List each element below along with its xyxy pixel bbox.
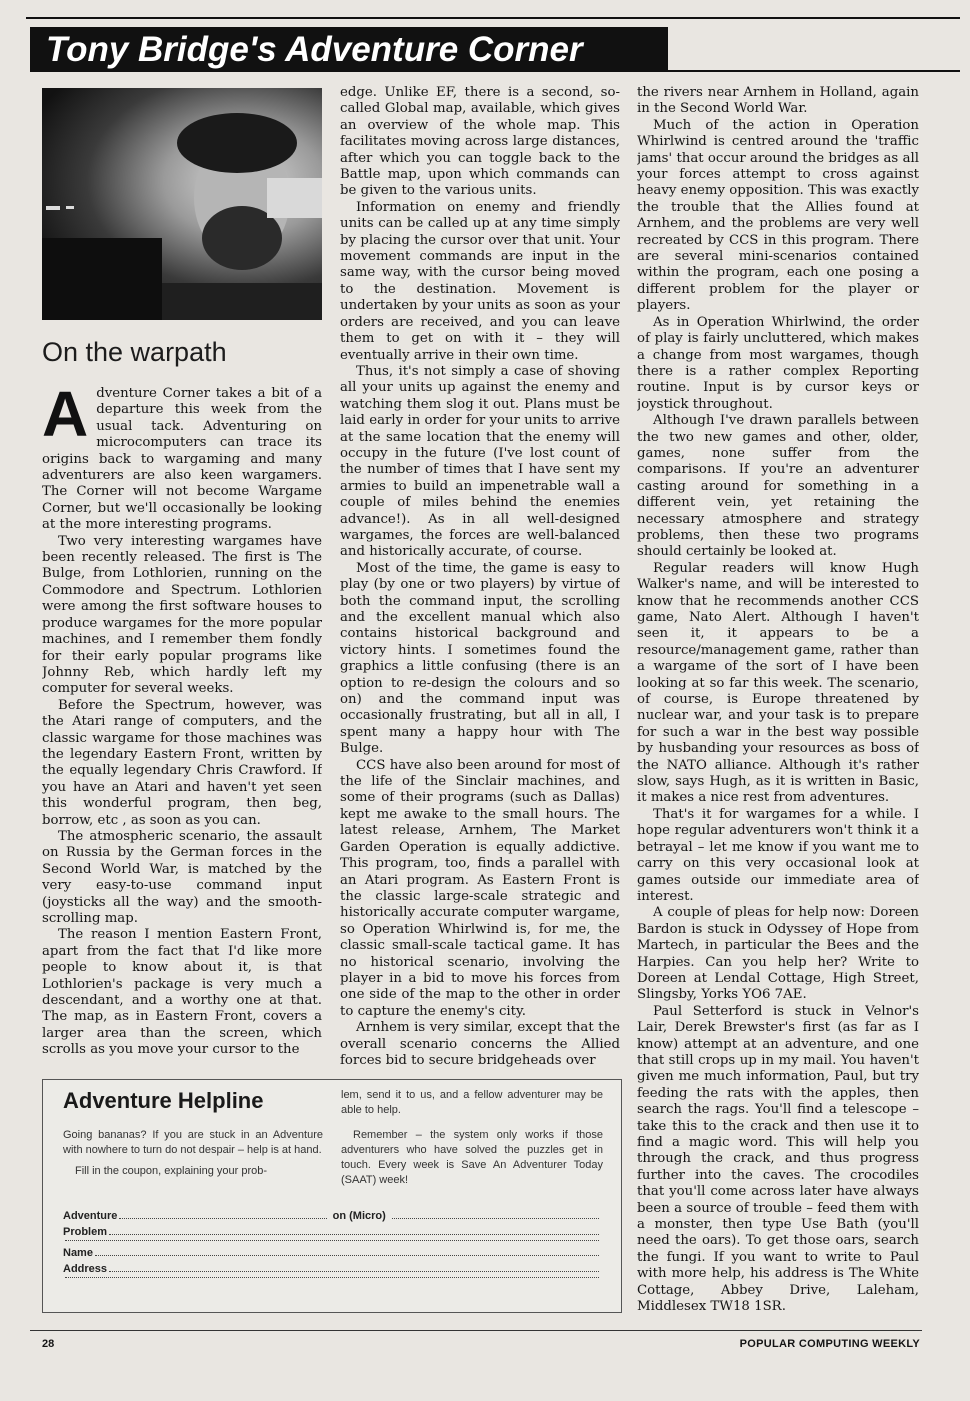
adventure-helpline-box — [42, 1079, 622, 1313]
author-photo — [42, 88, 322, 320]
helpline-paragraph: Going bananas? If you are stuck in an Adventure with nowhere to turn do not despair – help is at hand. — [63, 1129, 323, 1156]
masthead-title: Tony Bridge's Adventure Corner — [30, 27, 668, 72]
article-heading: On the warpath — [42, 337, 227, 367]
article-column-1 — [42, 386, 322, 1070]
top-rule — [26, 17, 960, 19]
article-paragraph: Information on enemy and friendly units can be called up at any time simply by placing the cursor over that unit. Your movement commands are input in the same way, with the cursor being moved to the destination. Movement is undertaken by your units as soon as your orders are received, and you can leave them to get on with it – they will eventually arrive in their own time. — [340, 199, 620, 363]
helpline-coupon — [63, 1208, 601, 1282]
article-paragraph: The atmospheric scenario, the assault on Russia by the German forces in the Second World War, is matched by the very easy-to-use command input (joysticks all the way) and the smooth-scrolling map. — [42, 828, 322, 926]
page-number: 28 — [42, 1338, 55, 1350]
helpline-paragraph: Fill in the coupon, explaining your prob- — [75, 1165, 268, 1177]
article-column-3 — [637, 85, 919, 1347]
coupon-blank-row — [63, 1277, 601, 1282]
adventure-field[interactable] — [119, 1218, 326, 1219]
problem-field[interactable] — [109, 1234, 599, 1235]
article-paragraph: Two very interesting wargames have been recently released. The first is The Bulge, from Lothlorien, running on the Commodore and Spectrum. Lothlorien were among the first software houses to produce wargames for the more popular machines, and I remember them fondly for their early popular programs like Johnny Reb, which hardly left my computer for several weeks. — [42, 533, 322, 697]
coupon-name-row — [63, 1245, 601, 1261]
coupon-adventure-row — [63, 1208, 601, 1224]
helpline-paragraph: Remember – the system only works if those adventurers who have solved the puzzles get in touch. Every week is Save An Adventurer Today (SAAT) week! — [341, 1129, 603, 1186]
micro-label: on (Micro) — [332, 1210, 386, 1222]
article-paragraph: Thus, it's not simply a case of shoving all your units up against the enemy and watching them slog it out. Plans must be laid early in order for your units to arrive at the same location that the enemy will occupy in the future (I've lost count of the number of times that I have sent my armies to build an impenetrable wall a couple of miles behind the enemies advance!). As in all well-designed wargames, the forces are well-balanced and historically accurate, of course. — [340, 363, 620, 560]
article-paragraph: Much of the action in Operation Whirlwind is centred around the 'traffic jams' that occur around the bridges as all your forces attempt to cross against heavy enemy opposition. This was exactly the trouble that the Allies found at Arnhem, and the problems are very well recreated by CCS in this program. There are several mini-scenarios contained within the program, each one posing a different problem for the player or players. — [637, 117, 919, 314]
micro-field[interactable] — [392, 1218, 599, 1219]
article-column-2 — [340, 85, 620, 1070]
address-field-continued[interactable] — [65, 1277, 599, 1278]
article-paragraph: edge. Unlike EF, there is a second, so-called Global map, available, which gives an overview of the whole map. This facilitates moving across large distances, after which you can toggle back to the Battle map, upon which commands can be given to the various units. — [340, 85, 620, 199]
helpline-right-text — [341, 1088, 603, 1198]
coupon-address-row — [63, 1261, 601, 1277]
address-label: Address — [63, 1263, 108, 1275]
article-paragraph: the rivers near Arnhem in Holland, again in the Second World War. — [637, 85, 919, 117]
problem-label: Problem — [63, 1226, 108, 1238]
article-paragraph: Most of the time, the game is easy to play (by one or two players) by virtue of both the command input, the scrolling and the excellent manual which also contains historical background and victory hints. I sometimes found the graphics a little confusing (there is an option to re-design the colours and so on) and the command input was occasionally frustrating, but all in all, I spent many a happy hour with The Bulge. — [340, 560, 620, 757]
article-paragraph: Although I've drawn parallels between the two new games and other, older, games, none suffer from the comparisons. If you're an adventurer casting around for something in a different vein, yet retaining the necessary atmosphere and strategy problems, then these two programs should certainly be looked at. — [637, 413, 919, 560]
article-paragraph: Arnhem is very similar, except that the overall scenario concerns the Allied forces bid to secure bridgeheads over — [340, 1020, 620, 1068]
article-paragraph: As in Operation Whirlwind, the order of play is fairly uncluttered, which makes a change from most wargames, though there is a rather complex Reporting routine. Input is by cursor keys or joystick throughout. — [637, 314, 919, 412]
helpline-title: Adventure Helpline — [63, 1088, 264, 1113]
article-paragraph: Adventure Corner takes a bit of a departure this week from the usual tack. Adventuring on microcomputers can trace its origins back to wargaming and many adventurers are also keen wargamers. The Corner will not become Wargame Corner, but we'll occasionally be looking at the more interesting programs. — [42, 386, 322, 533]
article-paragraph: Paul Setterford is stuck in Velnor's Lair, Derek Brewster's first (as far as I know) attempt at an adventure, and one that still crops up in my mail. You haven't given me much information, Paul, but try feeding the rats with the apples, then search the rags. You'll find a telescope – take this to the crack and then use it to find a magic word. This will help you through the crack, and thus progress further into the caves. The crocodiles that you'll come across later have always been a source of trouble – feed them with a monster, then type Use Bath (you'll need the oars). To get those oars, search the fungi. If you want to write to Paul with more help, his address is The White Cottage, Abbey Drive, Laleham, Middlesex TW18 1SR. — [637, 1003, 919, 1315]
masthead-rule — [668, 70, 960, 72]
article-paragraph: Before the Spectrum, however, was the Atari range of computers, and the classic wargame for those machines was the legendary Eastern Front, written by the equally legendary Chris Crawford. If you have an Atari and haven't yet seen this wonderful program, then beg, borrow, etc , as soon as you can. — [42, 697, 322, 828]
name-field[interactable] — [95, 1255, 599, 1256]
address-field[interactable] — [109, 1271, 599, 1272]
article-paragraph: Regular readers will know Hugh Walker's name, and will be interested to know that he recommends another CCS game, Nato Alert. Although I haven't seen it, it appears to be a resource/management game, rather than a wargame of the sort of I have been looking at so far this week. The scenario, of course, is Europe threatened by nuclear war, and your task is to prepare for such a war in the best way possible by husbanding your resources as boss of the NATO alliance. Although it's rather slow, says Hugh, as it is written in Basic, it makes a nice rest from adventures. — [637, 560, 919, 806]
name-label: Name — [63, 1247, 93, 1259]
article-paragraph: A couple of pleas for help now: Doreen Bardon is stuck in Odyssey of Hope from Martech, in particular the Bees and the Harpies. Can you help her? Write to Doreen at Lendal Cottage, High Street, Slingsby, Yorks YO6 7AE. — [637, 905, 919, 1003]
article-paragraph: The reason I mention Eastern Front, apart from the fact that I'd like more people to know about it, is that Lothlorien's package is very much a descendant, and a worthy one at that. The map, as in Eastern Front, covers a larger area than the screen, which scrolls as you move your cursor to the — [42, 927, 322, 1058]
publication-name: POPULAR COMPUTING WEEKLY — [739, 1338, 920, 1350]
article-paragraph: That's it for wargames for a while. I hope regular adventurers won't think it a betrayal – let me know if you want me to carry on this very occasional look at games outside our immediate area of interest. — [637, 806, 919, 904]
article-paragraph: CCS have also been around for most of the life of the Sinclair machines, and some of their programs (such as Dallas) kept me awake to the small hours. The latest release, Arnhem, The Market Garden Operation is equally addictive. This program, too, finds a parallel with an Atari program. As Eastern Front is the classic large-scale strategic and historically accurate computer wargame, so Operation Whirlwind is, for me, the classic small-scale tactical game. It has no historical scenario, involving the player in a bid to move his forces from one side of the map to the other in order to capture the enemy's city. — [340, 757, 620, 1019]
coupon-problem-row — [63, 1224, 601, 1240]
helpline-paragraph: lem, send it to us, and a fellow adventurer may be able to help. — [341, 1089, 603, 1116]
drop-cap: A — [42, 386, 89, 450]
problem-field-continued[interactable] — [65, 1240, 599, 1241]
adventure-label: Adventure — [63, 1210, 118, 1222]
helpline-left-text — [63, 1128, 323, 1185]
footer-rule — [30, 1330, 922, 1331]
